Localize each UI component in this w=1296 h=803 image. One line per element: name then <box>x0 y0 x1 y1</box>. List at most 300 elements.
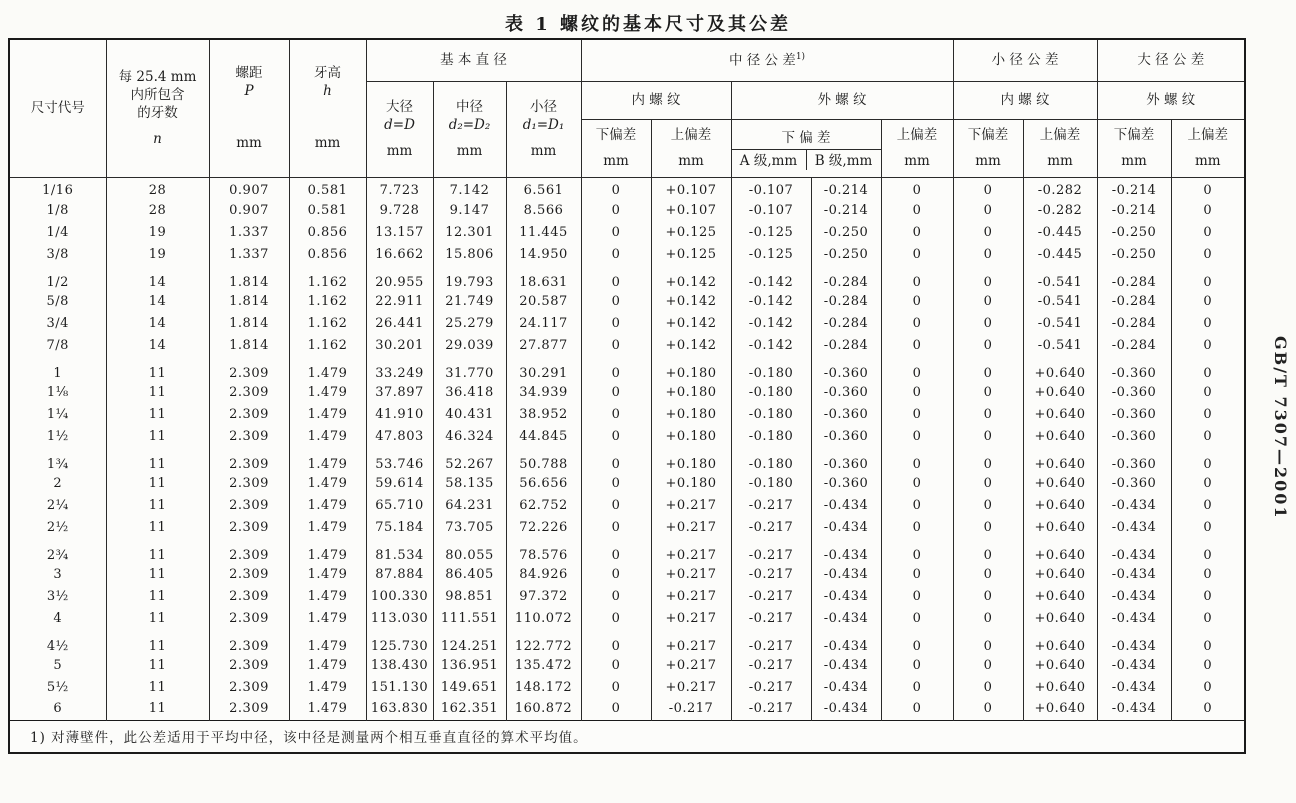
header-size-designation: 尺寸代号 <box>9 39 106 177</box>
footnote-marker: 1) <box>795 51 806 62</box>
table-cell: -0.250 <box>1097 221 1171 243</box>
table-cell: 1 <box>9 356 106 381</box>
table-cell: 0 <box>881 425 953 447</box>
table-cell: 0 <box>881 403 953 425</box>
header-mid-ext-upper-dev: 上偏差 mm <box>881 119 953 177</box>
table-cell: -0.284 <box>811 265 881 290</box>
table-cell: 1.479 <box>289 654 366 676</box>
table-cell: +0.640 <box>1023 425 1097 447</box>
table-cell: 1.479 <box>289 585 366 607</box>
table-cell: 11 <box>106 494 209 516</box>
table-cell: -0.142 <box>731 265 811 290</box>
table-cell: 15.806 <box>433 243 506 265</box>
table-row <box>9 585 1245 607</box>
table-cell: 3/8 <box>9 243 106 265</box>
table-cell: 0 <box>953 312 1023 334</box>
header-minor-dia-tolerance: 小 径 公 差 <box>953 39 1097 81</box>
header-major-diameter: 大径 d=D mm <box>366 81 433 177</box>
table-cell: 84.926 <box>506 563 581 585</box>
table-row <box>9 290 1245 312</box>
table-cell: -0.360 <box>1097 425 1171 447</box>
table-cell: 53.746 <box>366 447 433 472</box>
table-cell: 0 <box>881 199 953 221</box>
table-cell: 0 <box>1171 290 1245 312</box>
table-cell: -0.434 <box>811 654 881 676</box>
table-cell: -0.282 <box>1023 177 1097 199</box>
table-cell: 11 <box>106 654 209 676</box>
table-cell: -0.360 <box>1097 472 1171 494</box>
table-cell: 7.142 <box>433 177 506 199</box>
table-cell: +0.640 <box>1023 654 1097 676</box>
table-cell: 21.749 <box>433 290 506 312</box>
table-cell: -0.434 <box>811 538 881 563</box>
table-cell: 0 <box>581 654 651 676</box>
table-cell: +0.180 <box>651 447 731 472</box>
table-cell: 52.267 <box>433 447 506 472</box>
table-row <box>9 472 1245 494</box>
table-cell: 136.951 <box>433 654 506 676</box>
table-cell: +0.640 <box>1023 447 1097 472</box>
table-cell: 0 <box>953 199 1023 221</box>
table-cell: 0 <box>1171 199 1245 221</box>
footnote: 1) 对薄壁件，此公差适用于平均中径，该中径是测量两个相互垂直直径的算术平均值。 <box>9 720 1245 753</box>
table-cell: -0.360 <box>811 472 881 494</box>
table-cell: +0.180 <box>651 403 731 425</box>
table-cell: 1.479 <box>289 447 366 472</box>
table-cell: 0 <box>881 356 953 381</box>
table-cell: +0.217 <box>651 538 731 563</box>
table-cell: 2.309 <box>209 629 289 654</box>
table-cell: 0 <box>581 265 651 290</box>
table-cell: 1.479 <box>289 629 366 654</box>
table-cell: -0.284 <box>1097 334 1171 356</box>
table-cell: 1.479 <box>289 356 366 381</box>
table-cell: 30.291 <box>506 356 581 381</box>
table-cell: -0.434 <box>811 698 881 720</box>
table-cell: 19.793 <box>433 265 506 290</box>
table-cell: -0.107 <box>731 199 811 221</box>
table-cell: -0.360 <box>811 403 881 425</box>
table-cell: 1.479 <box>289 563 366 585</box>
table-cell: -0.214 <box>1097 177 1171 199</box>
table-cell: 0 <box>953 243 1023 265</box>
table-cell: -0.180 <box>731 381 811 403</box>
table-cell: 125.730 <box>366 629 433 654</box>
table-cell: -0.217 <box>731 563 811 585</box>
table-cell: 1/2 <box>9 265 106 290</box>
table-cell: 46.324 <box>433 425 506 447</box>
table-row <box>9 447 1245 472</box>
table-cell: 28 <box>106 177 209 199</box>
table-cell: 37.897 <box>366 381 433 403</box>
table-cell: 2¾ <box>9 538 106 563</box>
table-cell: -0.217 <box>731 654 811 676</box>
table-cell: 0 <box>953 516 1023 538</box>
thread-dimensions-table <box>8 38 1246 754</box>
header-major-external-thread: 外 螺 纹 <box>1097 81 1245 119</box>
table-row <box>9 356 1245 381</box>
table-cell: 29.039 <box>433 334 506 356</box>
table-cell: 9.728 <box>366 199 433 221</box>
table-cell: 0 <box>581 177 651 199</box>
table-cell: 0 <box>881 607 953 629</box>
table-cell: -0.217 <box>731 585 811 607</box>
table-cell: 0 <box>1171 516 1245 538</box>
table-cell: 0 <box>1171 563 1245 585</box>
table-cell: +0.217 <box>651 676 731 698</box>
table-cell: 2.309 <box>209 698 289 720</box>
page-title: 表 1 螺纹的基本尺寸及其公差 <box>504 14 792 35</box>
table-cell: 78.576 <box>506 538 581 563</box>
table-cell: 1.479 <box>289 425 366 447</box>
table-cell: 16.662 <box>366 243 433 265</box>
table-cell: +0.217 <box>651 585 731 607</box>
table-cell: 8.566 <box>506 199 581 221</box>
table-cell: 11 <box>106 472 209 494</box>
table-cell: +0.142 <box>651 290 731 312</box>
table-cell: 72.226 <box>506 516 581 538</box>
table-cell: 0 <box>881 538 953 563</box>
table-cell: 0 <box>1171 243 1245 265</box>
table-cell: -0.284 <box>811 290 881 312</box>
table-cell: 0 <box>953 654 1023 676</box>
table-cell: 0 <box>881 221 953 243</box>
table-cell: 1/16 <box>9 177 106 199</box>
table-row <box>9 629 1245 654</box>
table-cell: 0.907 <box>209 177 289 199</box>
table-cell: 20.955 <box>366 265 433 290</box>
table-cell: 0.907 <box>209 199 289 221</box>
table-cell: 0 <box>881 654 953 676</box>
table-row <box>9 243 1245 265</box>
table-cell: -0.360 <box>811 381 881 403</box>
table-cell: -0.434 <box>811 563 881 585</box>
table-cell: 4 <box>9 607 106 629</box>
table-cell: 1.479 <box>289 516 366 538</box>
table-cell: -0.434 <box>811 607 881 629</box>
table-cell: 0 <box>581 243 651 265</box>
table-cell: +0.142 <box>651 312 731 334</box>
table-cell: 13.157 <box>366 221 433 243</box>
table-cell: 58.135 <box>433 472 506 494</box>
table-cell: +0.217 <box>651 629 731 654</box>
table-cell: 11 <box>106 356 209 381</box>
table-cell: 2.309 <box>209 356 289 381</box>
table-cell: 0 <box>581 403 651 425</box>
table-cell: 0 <box>953 403 1023 425</box>
header-grade-b: B 级,mm <box>814 153 873 169</box>
table-cell: 2.309 <box>209 607 289 629</box>
table-cell: 1.337 <box>209 221 289 243</box>
table-cell: 0 <box>1171 654 1245 676</box>
header-mid-external-thread: 外 螺 纹 <box>731 81 953 119</box>
table-cell: 44.845 <box>506 425 581 447</box>
table-cell: 0 <box>581 290 651 312</box>
table-cell: -0.284 <box>811 334 881 356</box>
table-cell: 0 <box>1171 698 1245 720</box>
table-cell: 0 <box>953 334 1023 356</box>
table-cell: 0.581 <box>289 199 366 221</box>
header-pitch-dia-tolerance: 中 径 公 差$^{1)}$ <box>581 39 953 81</box>
table-cell: 56.656 <box>506 472 581 494</box>
table-cell: -0.360 <box>1097 381 1171 403</box>
table-cell: 34.939 <box>506 381 581 403</box>
table-cell: -0.217 <box>731 494 811 516</box>
table-cell: -0.434 <box>811 494 881 516</box>
table-cell: -0.434 <box>811 629 881 654</box>
table-cell: -0.434 <box>1097 607 1171 629</box>
table-cell: 1.479 <box>289 676 366 698</box>
table-cell: 2¼ <box>9 494 106 516</box>
table-cell: 0 <box>581 312 651 334</box>
table-cell: 2.309 <box>209 494 289 516</box>
table-cell: 0 <box>881 312 953 334</box>
table-row <box>9 538 1245 563</box>
table-cell: 1.814 <box>209 312 289 334</box>
table-cell: -0.360 <box>1097 356 1171 381</box>
table-cell: -0.360 <box>1097 447 1171 472</box>
table-cell: 0 <box>953 221 1023 243</box>
table-cell: 0 <box>581 425 651 447</box>
header-pitch: 螺距 P mm <box>209 39 289 177</box>
table-cell: -0.434 <box>1097 698 1171 720</box>
table-cell: 0 <box>581 585 651 607</box>
table-cell: 81.534 <box>366 538 433 563</box>
table-cell: +0.640 <box>1023 472 1097 494</box>
table-cell: 86.405 <box>433 563 506 585</box>
table-cell: -0.445 <box>1023 221 1097 243</box>
table-cell: +0.640 <box>1023 494 1097 516</box>
table-cell: -0.284 <box>1097 312 1171 334</box>
table-cell: 11.445 <box>506 221 581 243</box>
table-cell: -0.360 <box>811 356 881 381</box>
table-row <box>9 607 1245 629</box>
table-cell: 1¼ <box>9 403 106 425</box>
table-cell: 2 <box>9 472 106 494</box>
table-cell: 11 <box>106 563 209 585</box>
table-cell: 1.162 <box>289 265 366 290</box>
table-row <box>9 312 1245 334</box>
table-cell: 0 <box>581 676 651 698</box>
table-cell: 0 <box>953 607 1023 629</box>
table-cell: -0.107 <box>731 177 811 199</box>
table-cell: -0.217 <box>731 538 811 563</box>
table-cell: 11 <box>106 516 209 538</box>
table-cell: +0.640 <box>1023 676 1097 698</box>
table-cell: 0 <box>581 629 651 654</box>
table-cell: +0.640 <box>1023 403 1097 425</box>
table-cell: +0.217 <box>651 607 731 629</box>
table-cell: 3½ <box>9 585 106 607</box>
table-cell: 0 <box>881 494 953 516</box>
table-cell: 11 <box>106 585 209 607</box>
table-cell: 19 <box>106 243 209 265</box>
header-mid-ext-lower-dev: 下 偏 差 A 级,mm B 级,mm <box>731 119 881 177</box>
table-cell: 6 <box>9 698 106 720</box>
table-cell: 2.309 <box>209 538 289 563</box>
table-cell: 11 <box>106 538 209 563</box>
table-cell: 24.117 <box>506 312 581 334</box>
table-cell: 0.856 <box>289 221 366 243</box>
table-cell: 33.249 <box>366 356 433 381</box>
table-cell: -0.434 <box>1097 629 1171 654</box>
table-cell: -0.217 <box>731 607 811 629</box>
table-cell: 11 <box>106 698 209 720</box>
header-major-ext-lower-dev: 下偏差 mm <box>1097 119 1171 177</box>
table-cell: 87.884 <box>366 563 433 585</box>
table-row <box>9 516 1245 538</box>
table-cell: 20.587 <box>506 290 581 312</box>
table-cell: 80.055 <box>433 538 506 563</box>
table-cell: 0 <box>953 381 1023 403</box>
table-cell: 22.911 <box>366 290 433 312</box>
table-cell: -0.125 <box>731 221 811 243</box>
table-cell: 0 <box>881 698 953 720</box>
table-cell: 25.279 <box>433 312 506 334</box>
table-cell: 75.184 <box>366 516 433 538</box>
table-cell: 113.030 <box>366 607 433 629</box>
table-cell: 1.479 <box>289 494 366 516</box>
table-cell: 3/4 <box>9 312 106 334</box>
table-cell: -0.250 <box>1097 243 1171 265</box>
table-cell: 0 <box>881 177 953 199</box>
table-cell: 151.130 <box>366 676 433 698</box>
table-cell: 2.309 <box>209 403 289 425</box>
table-cell: 0 <box>1171 472 1245 494</box>
table-cell: 0 <box>1171 177 1245 199</box>
header-thread-height: 牙高 h mm <box>289 39 366 177</box>
table-cell: 163.830 <box>366 698 433 720</box>
table-cell: 14 <box>106 290 209 312</box>
table-cell: +0.125 <box>651 221 731 243</box>
table-cell: -0.541 <box>1023 290 1097 312</box>
table-cell: 1.162 <box>289 312 366 334</box>
table-cell: -0.180 <box>731 447 811 472</box>
table-cell: -0.284 <box>811 312 881 334</box>
standard-code: GB/T 7307—2001 <box>1271 336 1290 520</box>
table-cell: 0 <box>581 381 651 403</box>
table-cell: -0.360 <box>1097 403 1171 425</box>
table-cell: 1/8 <box>9 199 106 221</box>
table-cell: 0 <box>1171 538 1245 563</box>
table-cell: -0.282 <box>1023 199 1097 221</box>
table-cell: 1.479 <box>289 538 366 563</box>
table-cell: 2.309 <box>209 425 289 447</box>
table-cell: 59.614 <box>366 472 433 494</box>
table-cell: 0 <box>953 472 1023 494</box>
table-cell: 0 <box>1171 607 1245 629</box>
table-cell: 0 <box>953 494 1023 516</box>
table-cell: 0 <box>1171 265 1245 290</box>
table-cell: 0 <box>953 538 1023 563</box>
header-mid-int-lower-dev: 下偏差 mm <box>581 119 651 177</box>
table-cell: -0.360 <box>811 447 881 472</box>
table-cell: 7.723 <box>366 177 433 199</box>
table-cell: +0.125 <box>651 243 731 265</box>
table-cell: 0 <box>581 472 651 494</box>
table-row <box>9 403 1245 425</box>
table-cell: 0 <box>1171 312 1245 334</box>
table-cell: 1¾ <box>9 447 106 472</box>
table-cell: -0.434 <box>811 516 881 538</box>
table-cell: 0 <box>881 585 953 607</box>
table-cell: 30.201 <box>366 334 433 356</box>
table-cell: 0 <box>881 629 953 654</box>
table-cell: -0.434 <box>1097 563 1171 585</box>
header-grade-a: A 级,mm <box>732 150 807 170</box>
header-pitch-diameter: 中径 d₂=D₂ mm <box>433 81 506 177</box>
table-cell: 19 <box>106 221 209 243</box>
table-cell: 138.430 <box>366 654 433 676</box>
table-cell: 122.772 <box>506 629 581 654</box>
table-cell: -0.125 <box>731 243 811 265</box>
table-cell: 1.814 <box>209 290 289 312</box>
table-cell: 2.309 <box>209 676 289 698</box>
table-cell: 62.752 <box>506 494 581 516</box>
table-cell: -0.214 <box>811 177 881 199</box>
table-cell: -0.541 <box>1023 265 1097 290</box>
table-cell: 0 <box>953 265 1023 290</box>
table-cell: +0.640 <box>1023 381 1097 403</box>
table-cell: 11 <box>106 676 209 698</box>
header-minor-internal-thread: 内 螺 纹 <box>953 81 1097 119</box>
table-cell: 73.705 <box>433 516 506 538</box>
table-cell: -0.541 <box>1023 334 1097 356</box>
table-cell: 162.351 <box>433 698 506 720</box>
table-cell: 0 <box>581 698 651 720</box>
table-cell: 0 <box>953 629 1023 654</box>
header-mid-internal-thread: 内 螺 纹 <box>581 81 731 119</box>
table-cell: +0.640 <box>1023 538 1097 563</box>
table-body <box>9 177 1245 720</box>
table-cell: 100.330 <box>366 585 433 607</box>
table-cell: 2.309 <box>209 447 289 472</box>
table-cell: 0 <box>1171 676 1245 698</box>
table-cell: 1/4 <box>9 221 106 243</box>
header-basic-diameters: 基 本 直 径 <box>366 39 581 81</box>
table-cell: 0.856 <box>289 243 366 265</box>
table-cell: +0.180 <box>651 356 731 381</box>
table-cell: -0.217 <box>731 516 811 538</box>
table-cell: 0 <box>953 676 1023 698</box>
table-cell: 0 <box>881 472 953 494</box>
table-cell: 0 <box>1171 221 1245 243</box>
table-cell: 0 <box>581 538 651 563</box>
table-cell: 0 <box>1171 447 1245 472</box>
table-cell: 4½ <box>9 629 106 654</box>
table-cell: 0 <box>1171 356 1245 381</box>
table-cell: -0.214 <box>811 199 881 221</box>
table-cell: 1.479 <box>289 472 366 494</box>
table-row <box>9 177 1245 199</box>
table-cell: 1.479 <box>289 381 366 403</box>
table-cell: 47.803 <box>366 425 433 447</box>
table-footer <box>9 720 1245 753</box>
table-cell: +0.107 <box>651 177 731 199</box>
table-cell: -0.360 <box>811 425 881 447</box>
table-cell: +0.217 <box>651 654 731 676</box>
table-cell: -0.217 <box>651 698 731 720</box>
table-cell: 6.561 <box>506 177 581 199</box>
table-cell: +0.142 <box>651 334 731 356</box>
table-cell: 5½ <box>9 676 106 698</box>
table-cell: 2.309 <box>209 585 289 607</box>
table-cell: 14.950 <box>506 243 581 265</box>
table-cell: -0.217 <box>731 698 811 720</box>
table-cell: +0.217 <box>651 563 731 585</box>
table-cell: 0 <box>953 177 1023 199</box>
table-cell: 1.479 <box>289 698 366 720</box>
